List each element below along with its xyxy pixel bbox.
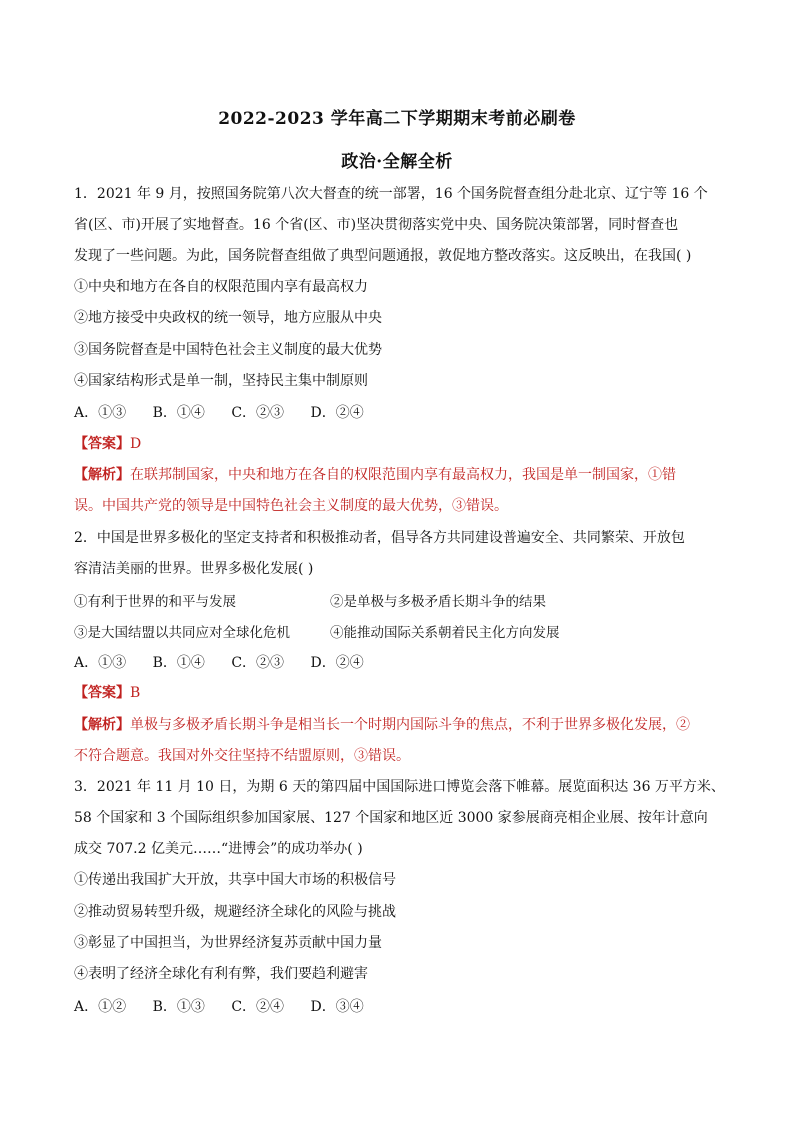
question-item: ③国务院督查是中国特色社会主义制度的最大优势 xyxy=(74,342,382,358)
question-item: ②推动贸易转型升级，规避经济全球化的风险与挑战 xyxy=(74,904,396,920)
question-item: ④能推动国际关系朝着民主化方向发展 xyxy=(330,625,560,641)
answer-tag: 【答案】 xyxy=(74,436,130,452)
question-item: ④表明了经济全球化有利有弊，我们要趋利避害 xyxy=(74,966,368,982)
option-d: D．②④ xyxy=(310,655,364,671)
question-item: ①中央和地方在各自的权限范围内享有最高权力 xyxy=(74,279,368,295)
document-subtitle: 政治·全解全析 xyxy=(341,152,453,172)
answer-line xyxy=(74,683,140,703)
answer-value: B xyxy=(130,685,141,701)
analysis-line xyxy=(74,465,676,485)
option-c: C．②④ xyxy=(231,999,285,1015)
answer-options xyxy=(74,652,386,672)
option-a: A．①③ xyxy=(74,405,127,421)
answer-tag: 【答案】 xyxy=(74,685,130,701)
answer-value: D xyxy=(130,436,142,452)
option-a: A．①② xyxy=(74,999,127,1015)
analysis-line: 误。中国共产党的领导是中国特色社会主义制度的最大优势，③错误。 xyxy=(74,498,508,514)
question-stem-line: 2．中国是世界多极化的坚定支持者和积极推动者，倡导各方共同建设普遍安全、共同繁荣、开放包 xyxy=(74,530,685,546)
question-item: ②地方接受中央政权的统一领导，地方应服从中央 xyxy=(74,310,382,326)
question-item: ①传递出我国扩大开放，共享中国大市场的积极信号 xyxy=(74,872,396,888)
analysis-line xyxy=(74,715,690,735)
option-b: B．①④ xyxy=(152,655,205,671)
question-item: ②是单极与多极矛盾长期斗争的结果 xyxy=(330,594,546,610)
analysis-text: 单极与多极矛盾长期斗争是相当长一个时期内国际斗争的焦点，不利于世界多极化发展，② xyxy=(130,717,690,733)
answer-options xyxy=(74,402,386,422)
document-title: 2022-2023 学年高二下学期期末考前必刷卷 xyxy=(218,109,576,129)
question-stem-line: 1．2021 年 9 月，按照国务院第八次大督查的统一部署，16 个国务院督查组分赴北京、辽宁等 16 个 xyxy=(74,186,708,202)
analysis-line: 不符合题意。我国对外交往坚持不结盟原则，③错误。 xyxy=(74,748,410,764)
option-d: D．②④ xyxy=(310,405,364,421)
option-d: D．③④ xyxy=(310,999,364,1015)
question-item: ①有利于世界的和平与发展 xyxy=(74,594,236,610)
question-stem-line: 成交 707.2 亿美元……“进博会”的成功举办( ) xyxy=(74,841,363,857)
question-stem-line: 省(区、市)开展了实地督查。16 个省(区、市)坚决贯彻落实党中央、国务院决策部署，同时督查也 xyxy=(74,217,679,233)
option-b: B．①④ xyxy=(152,405,205,421)
option-c: C．②③ xyxy=(231,655,285,671)
question-stem-line: 容清洁美丽的世界。世界多极化发展( ) xyxy=(74,561,314,577)
analysis-tag: 【解析】 xyxy=(74,717,130,733)
question-item: ③是大国结盟以共同应对全球化危机 xyxy=(74,625,290,641)
question-item: ④国家结构形式是单一制，坚持民主集中制原则 xyxy=(74,373,368,389)
option-a: A．①③ xyxy=(74,655,127,671)
option-b: B．①③ xyxy=(152,999,205,1015)
question-stem-line: 发现了一些问题。为此，国务院督查组做了典型问题通报，敦促地方整改落实。这反映出，在我国( ) xyxy=(74,248,692,264)
analysis-tag: 【解析】 xyxy=(74,467,130,483)
answer-line xyxy=(74,434,141,454)
question-item: ③彰显了中国担当，为世界经济复苏贡献中国力量 xyxy=(74,935,382,951)
question-stem-line: 3．2021 年 11 月 10 日，为期 6 天的第四届中国国际进口博览会落下帷幕。展览面积达 36 万平方米、 xyxy=(74,779,725,795)
analysis-text: 在联邦制国家，中央和地方在各自的权限范围内享有最高权力，我国是单一制国家，①错 xyxy=(130,467,676,483)
answer-options xyxy=(74,996,386,1016)
option-c: C．②③ xyxy=(231,405,285,421)
question-stem-line: 58 个国家和 3 个国际组织参加国家展、127 个国家和地区近 3000 家参展商亮相企业展、按年计意向 xyxy=(74,810,708,826)
